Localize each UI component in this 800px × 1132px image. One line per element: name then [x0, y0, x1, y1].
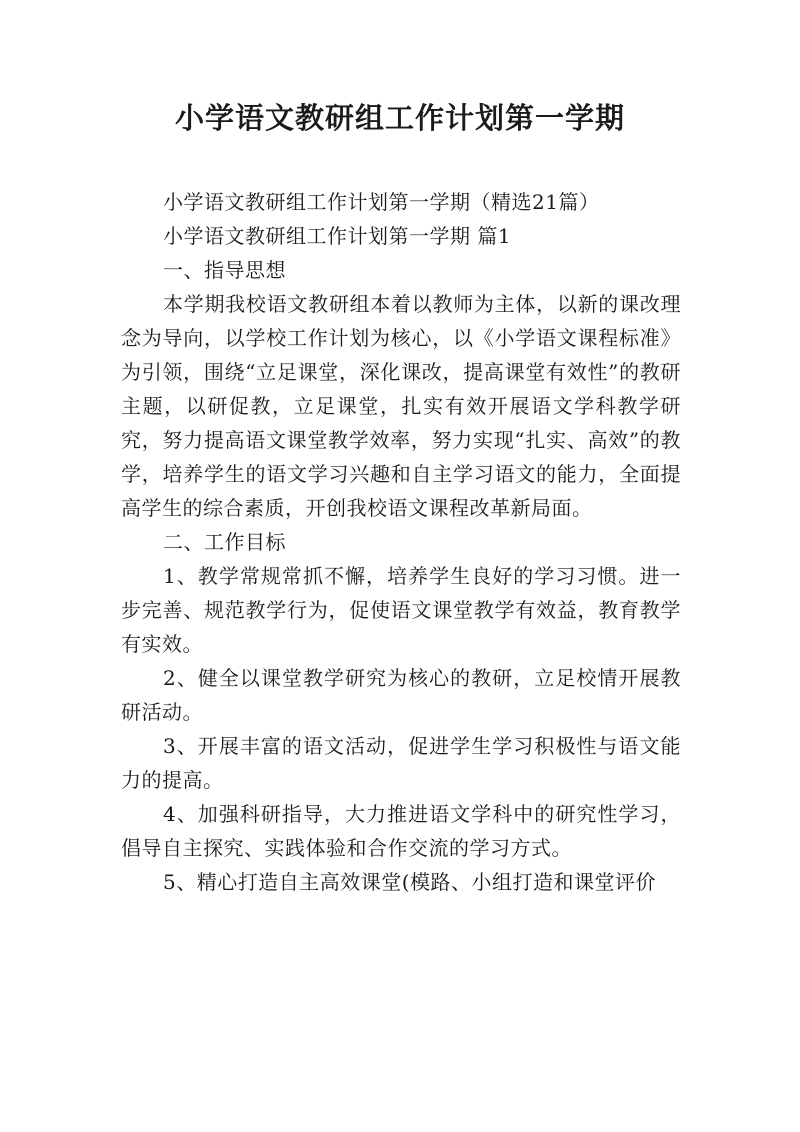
- paragraph-goal-3: 3、开展丰富的语文活动，促进学生学习积极性与语文能力的提高。: [121, 734, 681, 792]
- section-heading-work-goals: 二、工作目标: [163, 530, 286, 554]
- paragraph-goal-2: 2、健全以课堂教学研究为核心的教研，立足校情开展教研活动。: [121, 666, 681, 724]
- document-body: [121, 185, 681, 899]
- document-title: 小学语文教研组工作计划第一学期: [174, 101, 625, 135]
- paragraph-goal-4: 4、加强科研指导，大力推进语文学科中的研究性学习，倡导自主探究、实践体验和合作交流的学习方式。: [121, 802, 681, 860]
- section-heading-guiding-thought: 一、指导思想: [163, 258, 286, 282]
- part-label: 小学语文教研组工作计划第一学期 篇1: [163, 224, 512, 248]
- document-subtitle: 小学语文教研组工作计划第一学期（精选21篇）: [163, 190, 600, 214]
- paragraph-goal-5: 5、精心打造自主高效课堂(模路、小组打造和课堂评价: [163, 870, 657, 894]
- paragraph-goal-1: 1、教学常规常抓不懈，培养学生良好的学习习惯。进一步完善、规范教学行为，促使语文课堂教学有效益，教育教学有实效。: [121, 564, 681, 656]
- paragraph-guiding-thought: 本学期我校语文教研组本着以教师为主体，以新的课改理念为导向，以学校工作计划为核心，以《小学语文课程标准》为引领，围绕“立足课堂，深化课改，提高课堂有效性”的教研主题，以研促教，立足课堂，扎实有效开展语文学科教学研究，努力提高语文课堂教学效率，努力实现“扎实、高效”的教学，培养学生的语文学习兴趣和自主学习语文的能力，全面提高学生的综合素质，开创我校语文课程改革新局面。: [121, 292, 681, 520]
